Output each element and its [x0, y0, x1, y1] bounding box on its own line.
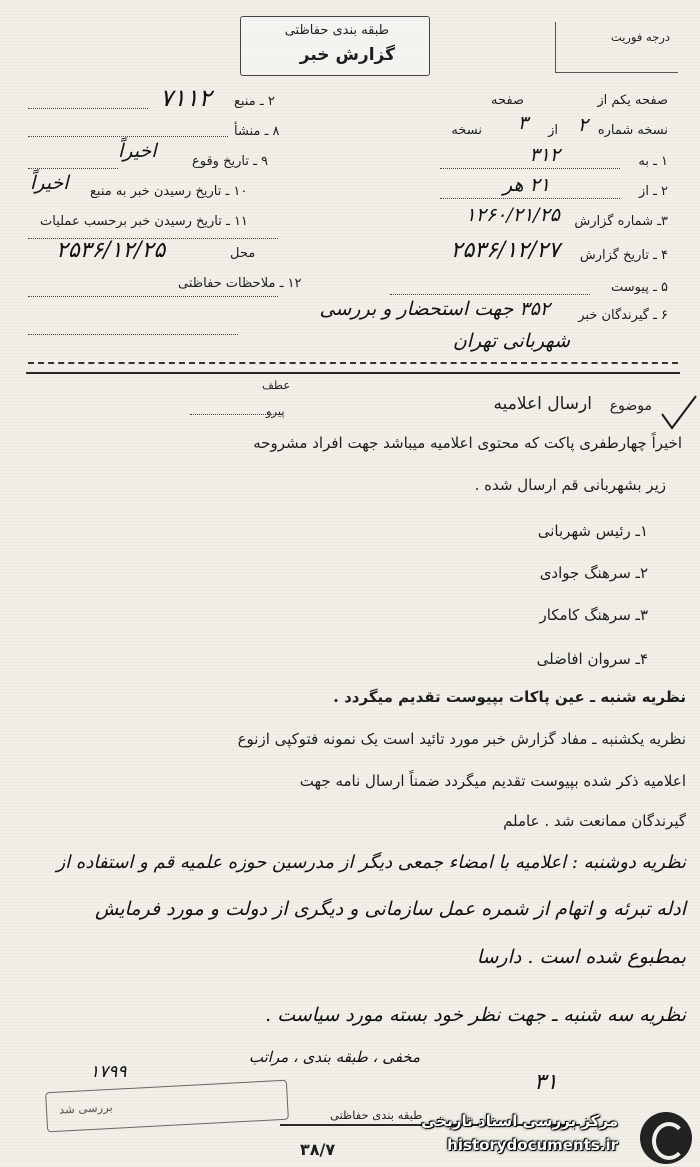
watermark-url: historydocuments.ir	[447, 1136, 618, 1154]
note-saturday: نظریه شنبه ـ عین پاکات بپیوست تقدیم میگردد .	[333, 688, 686, 706]
form-title: گزارش خبر	[299, 45, 395, 65]
recipient-item-2: ۲ـ سرهنگ جوادی	[539, 564, 648, 582]
source-dots	[28, 108, 148, 109]
footer-classification: طبقه بندی حفاظتی	[330, 1108, 423, 1122]
extra-dots	[28, 296, 278, 297]
received-ops-label: ۱۱ ـ تاریخ رسیدن خبر برحسب عملیات	[40, 214, 248, 229]
event-date-label: ۹ ـ تاریخ وقوع	[192, 154, 269, 169]
check-mark-icon	[658, 392, 698, 432]
event-date-value: اخیراً	[118, 140, 157, 162]
subject-value: ارسال اعلامیه	[493, 394, 592, 414]
classification-title: طبقه بندی حفاظتی	[284, 23, 389, 38]
urgency-box	[555, 22, 678, 73]
handwritten-bottom-scribble: مخفی ، طبقه بندی ، مراتب	[248, 1048, 420, 1066]
copy-of: از	[548, 123, 558, 138]
report-number-label: ۳ـ شماره گزارش	[574, 214, 668, 229]
recipients-value: ۳۵۲ جهت استحضار و بررسی	[319, 298, 550, 320]
handwritten-monday-line-2: ادله تبرئه و اتهام از شمره عمل سازمانی و دیگری از دولت و مورد فرمایش	[95, 898, 686, 920]
urgency-label: درجه فوریت	[610, 30, 670, 44]
body-line-1: اخیراً چهارطفری پاکت که محتوی اعلامیه میباشد جهت افراد مشروحه	[253, 434, 682, 452]
note-sunday-line-3: گیرندگان ممانعت شد . عاملم	[503, 812, 686, 830]
from-value: ۲۱ هر	[503, 174, 550, 196]
attachment-dots	[390, 294, 590, 295]
report-number-value: ۱۲۶۰/۲۱/۲۵	[465, 204, 560, 226]
source-label: ۲ ـ منبع	[234, 94, 275, 109]
copy-total: ۳	[517, 112, 528, 134]
body-line-2: زیر بشهربانی قم ارسال شده .	[474, 476, 666, 494]
recipient-item-3: ۳ـ سرهنگ کامکار	[539, 606, 648, 624]
note-sunday-line-1: نظریه یکشنبه ـ مفاد گزارش خبر مورد تائید است یک نمونه فتوکپی ازنوع	[237, 730, 686, 748]
copy-number-label: نسخه شماره	[597, 123, 668, 138]
source-value: ۷۱۱۲	[160, 84, 212, 112]
footer-page-mark: ۳۸/۷	[300, 1140, 336, 1159]
divider-solid	[26, 372, 680, 374]
atf-label: عطف	[262, 378, 291, 392]
page-suffix: صفحه	[491, 93, 524, 108]
attachment-label: ۵ ـ پیوست	[611, 280, 668, 295]
classification-header-box	[240, 16, 430, 76]
subject-label: موضوع	[609, 398, 652, 414]
place-label: محل	[230, 246, 256, 261]
copy-number-value: ۲	[577, 114, 588, 136]
received-source-value: اخیراً	[30, 172, 69, 194]
from-dots	[440, 198, 620, 199]
report-date-value: ۲۵۳۶/۱۲/۲۷	[450, 238, 560, 263]
recipients-extra: شهربانی تهران	[452, 330, 570, 352]
remarks-label: ۱۲ ـ ملاحظات حفاظتی	[178, 276, 302, 291]
handwritten-tuesday: نظریه سه شنبه ـ جهت نظر خود بسته مورد سیاست .	[265, 1004, 686, 1026]
recipients-label: ۶ ـ گیرندگان خبر	[578, 308, 668, 323]
handwritten-bottom-number: ۳۱	[534, 1070, 558, 1095]
recipient-item-1: ۱ـ رئیس شهربانی	[537, 522, 648, 540]
to-dots	[440, 168, 620, 169]
divider-dashed	[28, 362, 678, 364]
to-label: ۱ ـ به	[638, 154, 668, 169]
watermark-logo-icon	[640, 1112, 692, 1164]
bottom-stamp	[45, 1080, 289, 1133]
handwritten-monday-line-3: بمطبوع شده است . دارسا	[476, 946, 686, 968]
remarks-dots	[28, 334, 238, 335]
watermark-org-name: مرکز بررسی اسناد تاریخی	[421, 1112, 618, 1130]
page-label: صفحه یکم از	[597, 93, 668, 108]
place-value: ۲۵۳۶/۱۲/۲۵	[56, 238, 166, 263]
handwritten-monday-line-1: نظریه دوشنبه : اعلامیه با امضاء جمعی دیگر از مدرسین حوزه علمیه قم و استفاده از	[56, 852, 686, 873]
subject-dots	[190, 414, 280, 415]
handwritten-bottom-small: ۱۷۹۹	[90, 1062, 127, 1082]
peyro-label: پیرو	[266, 404, 285, 418]
origin-label: ۸ ـ منشأ	[234, 124, 280, 139]
from-label: ۲ ـ از	[639, 184, 668, 199]
recipient-item-4: ۴ـ سروان افاضلی	[536, 650, 648, 668]
origin-dots	[28, 136, 228, 137]
received-source-label: ۱۰ ـ تاریخ رسیدن خبر به منبع	[90, 184, 248, 199]
event-date-dots	[28, 168, 118, 169]
copy-suffix: نسخه	[451, 123, 482, 138]
stamp-small-text: بررسی شد	[58, 1099, 113, 1117]
to-value: ۳۱۲	[529, 144, 560, 166]
note-sunday-line-2: اعلامیه ذکر شده بپیوست تقدیم میگردد ضمناً ارسال نامه جهت	[299, 772, 686, 790]
report-date-label: ۴ ـ تاریخ گزارش	[579, 248, 668, 263]
